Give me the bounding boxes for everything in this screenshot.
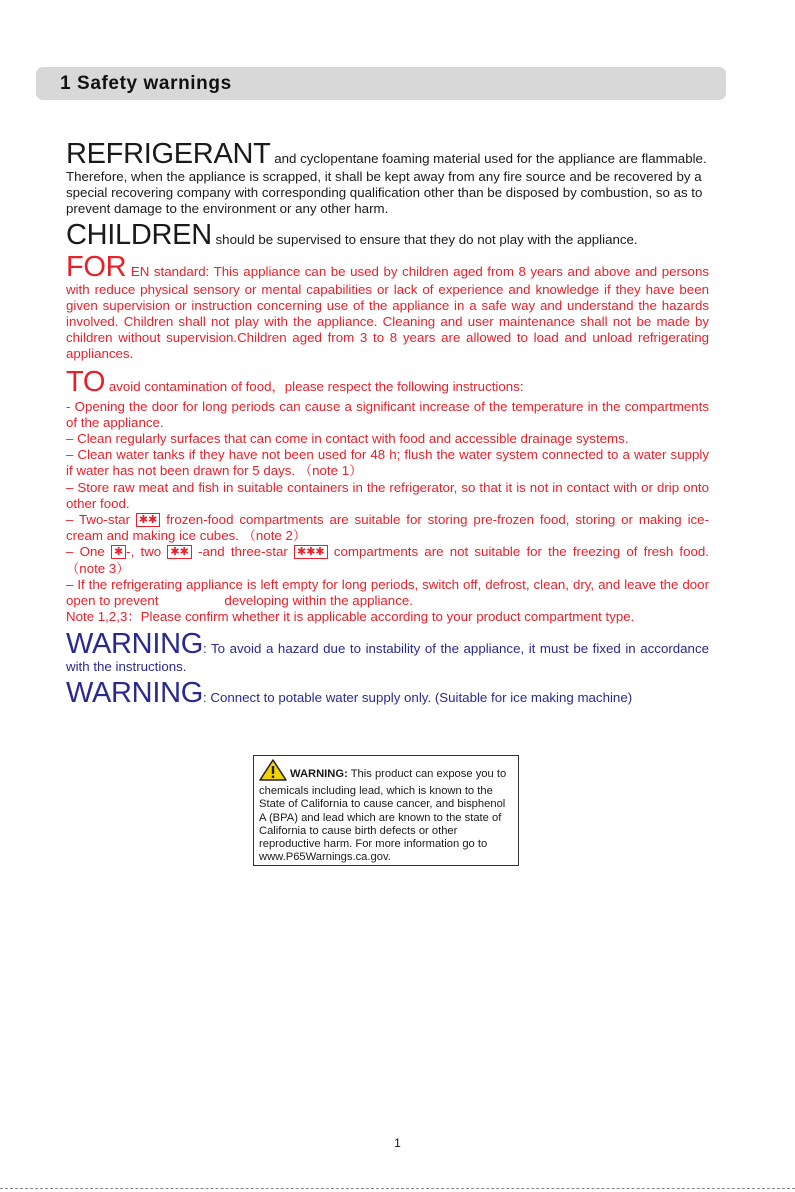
children-heading: CHILDREN: [66, 218, 212, 251]
warning-triangle-icon: [259, 759, 287, 785]
for-text: EN standard: This appliance can be used by children aged from 8 years and above and persons with reduce physical sensory or mental capabilities or lack of experience and knowledge if they have been given supervision or instruction concerning use of the appliance in a safe way and understand the hazards involved. Children shall not play with the appliance. Cleaning and user maintenance shall not be made by children without supervision.Children aged from 3 to 8 years are allowed to load and unload refrigerating appliances.: [66, 263, 709, 362]
section-title: 1 Safety warnings: [60, 73, 232, 94]
to-text: avoid contamination of food，please respect the following instructions:: [105, 378, 524, 394]
two-star-icon: ✱✱: [167, 545, 191, 559]
warning-water-paragraph: [66, 678, 709, 708]
warning-stability-paragraph: [66, 629, 709, 675]
warning-water-text: : Connect to potable water supply only. (Suitable for ice making machine): [202, 689, 633, 705]
three-star-icon: ✱✱✱: [294, 545, 328, 559]
instruction-item: - Opening the door for long periods can cause a significant increase of the temperature in the compartments of the appliance.: [66, 398, 709, 430]
for-heading: FOR: [66, 250, 127, 283]
to-heading: TO: [66, 365, 106, 398]
two-star-icon: ✱✱: [136, 513, 160, 527]
one-star-icon: ✱: [111, 545, 126, 559]
refrigerant-text: and cyclopentane foaming material used for the appliance are flammable. Therefore, when the appliance is scrapped, it shall be kept away from any fire source and be recovered by a special recovering company with corresponding qualification other than be disposed by combustion, so as to prevent damage to the environment or any other harm.: [66, 151, 707, 217]
empty-appliance-item: – If the refrigerating appliance is left empty for long periods, switch off, defrost, clean, dry, and leave the door open to prevent developing within the appliance.: [66, 576, 709, 609]
children-text: should be supervised to ensure that they do not play with the appliance.: [211, 231, 638, 247]
two-star-item: – Two-star ✱✱ frozen-food compartments are suitable for storing pre-frozen food, storing or making ice-cream and making ice cubes. （note 2）: [66, 512, 709, 544]
instruction-item: – Clean water tanks if they have not been used for 48 h; flush the water system connected to a water supply if water has not been drawn for 5 days. （note 1）: [66, 447, 709, 479]
star-compartments-item: – One ✱ -, two ✱✱ -and three-star ✱✱✱ compartments are not suitable for the freezing of fresh food. （note 3）: [66, 544, 710, 576]
instruction-item: – Clean regularly surfaces that can come in contact with food and accessible drainage systems.: [66, 431, 629, 447]
page-bottom-divider: [0, 1188, 795, 1189]
warning-stability-text: : To avoid a hazard due to instability of the appliance, it must be fixed in accordance with the instructions.: [66, 641, 709, 675]
prop65-warning-text: This product can expose you to chemicals including lead, which is known to the State of California to cause cancer, and bisphenol A (BPA) and lead which are known to the state of California to cause birth defects or other reproductive harm. For more information go to www.P65Warnings.ca.gov.: [259, 768, 507, 864]
safety-content: [66, 139, 709, 708]
compartment-note: Note 1,2,3：Please confirm whether it is applicable according to your product compartment type.: [66, 609, 635, 625]
refrigerant-paragraph: [66, 139, 709, 218]
section-header-bar: [36, 67, 726, 100]
for-paragraph: [66, 252, 709, 363]
to-paragraph: [66, 367, 709, 397]
instruction-item: – Store raw meat and fish in suitable containers in the refrigerator, so that it is not in contact with or drip onto other food.: [66, 479, 709, 511]
warning-heading: WARNING: [66, 628, 203, 661]
warning-heading: WARNING: [66, 676, 203, 709]
prop65-warning-label: WARNING:: [290, 768, 348, 780]
refrigerant-heading: REFRIGERANT: [66, 138, 271, 170]
prop65-warning-box: [253, 755, 519, 866]
children-paragraph: [66, 220, 709, 250]
page-number: 1: [394, 1136, 401, 1150]
